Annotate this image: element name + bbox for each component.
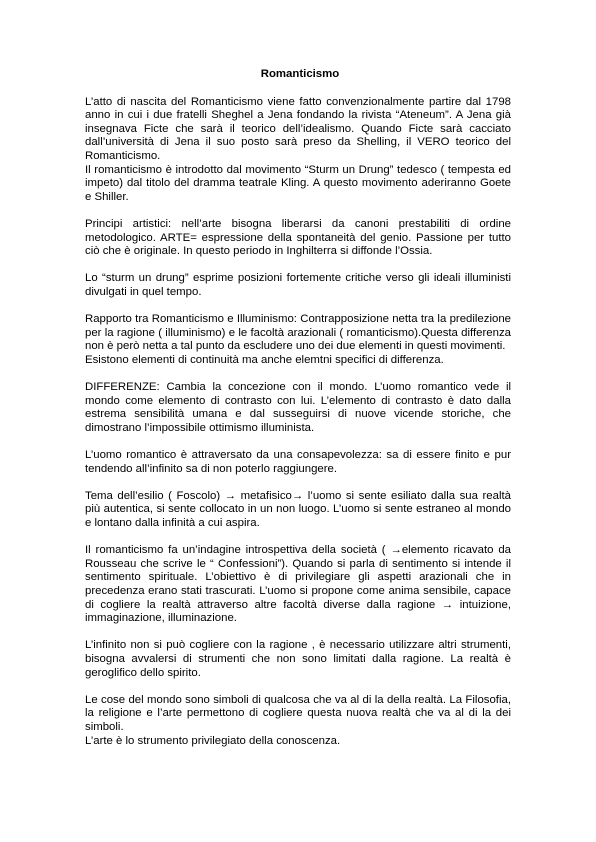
paragraph-sturm-und-drang: Il romanticismo è introdotto dal movimento “Sturm un Drung” tedesco ( tempesta ed impeto) dal titolo del dramma teatrale Kling. A questo movimento aderiranno Goete e Shiller. bbox=[85, 163, 511, 203]
paragraph-art: L’arte è lo strumento privilegiato della conoscenza. bbox=[85, 734, 341, 747]
paragraph-awareness: L’uomo romantico è attraversato da una consapevolezza: sa di essere finito e pur tendendo all’infinito sa di non poterlo raggiungere. bbox=[85, 449, 511, 475]
paragraph-continuity: Esistono elementi di continuità ma anche elemtni specifici di differenza. bbox=[85, 353, 444, 366]
document-title: Romanticismo bbox=[260, 68, 340, 80]
paragraph-symbols: Le cose del mondo sono simboli di qualcosa che va al di la della realtà. La Filosofia, la religione e l’arte permettono di cogliere questa nuova realtà che va al di la dei simboli. bbox=[85, 693, 511, 733]
paragraph-artistic-principles: Principi artistici: nell’arte bisogna liberarsi da canoni prestabiliti di ordine metodologico. ARTE= espressione della spontaneità del genio. Passione per tutto ciò che è originale. In questo periodo in Inghilterra si diffonde l’Ossia. bbox=[85, 217, 511, 258]
paragraph-critique-enlightenment: Lo “sturm un drung” esprime posizioni fortemente critiche verso gli ideali illuministi divulgati in quel tempo. bbox=[85, 272, 511, 298]
paragraph-exile: Tema dell’esilio ( Foscolo) → metafisico→ l’uomo si sente esiliato dalla sua realtà più autentica, si sente collocato in un non luogo. L’uomo si sente estraneo al mondo e lontano dalla infinità a cui aspira. bbox=[85, 489, 511, 529]
paragraph-differences: DIFFERENZE: Cambia la concezione con il mondo. L’uomo romantico vede il mondo come elemento di contrasto con lui. L’elemento di contrasto è dato dalla estrema sensibilità umana e dal susseguirsi di nuove vicende storiche, che dimostrano l’impossibile ottimismo illuminista. bbox=[85, 381, 511, 434]
paragraph-introspection: Il romanticismo fa un’indagine introspettiva della società ( →elemento ricavato da Rousseau che scrive le “ Confessioni”). Quando si parla di sentimento si intende il sentimento spirituale. L’obiettivo è di privilegiare gli aspetti arazionali che in precedenza erano stati trascurati. L’uomo si propone come anima sensibile, capace di cogliere la realtà attraverso altre facoltà diverse dalla ragione → intuizione, immaginazione, illuminazione. bbox=[85, 544, 511, 625]
paragraph-origins: L’atto di nascita del Romanticismo viene fatto convenzionalmente partire dal 1798 anno in cui i due fratelli Sheghel a Jena fondando la rivista “Ateneum”. A Jena già insegnava Ficte che sarà il teorico dell’idealismo. Quando Ficte sarà cacciato dall’università di Jena il suo posto sarà preso da Shelling, il VERO teorico del Romanticismo. bbox=[85, 95, 511, 162]
paragraph-infinite: L’infinito non si può cogliere con la ragione , è necessario utilizzare altri strumenti, bisogna avvalersi di strumenti che non sono limitati dalla ragione. La realtà è geroglifico dello spirito. bbox=[85, 639, 511, 679]
document-page bbox=[85, 68, 511, 748]
paragraph-relationship: Rapporto tra Romanticismo e Illuminismo: Contrapposizione netta tra la predilezione per la ragione ( illuminismo) e le facoltà arazionali ( romanticismo).Questa differenza non è però netta a tal punto da escludere uno dei due elementi in questi movimenti. bbox=[85, 313, 511, 353]
